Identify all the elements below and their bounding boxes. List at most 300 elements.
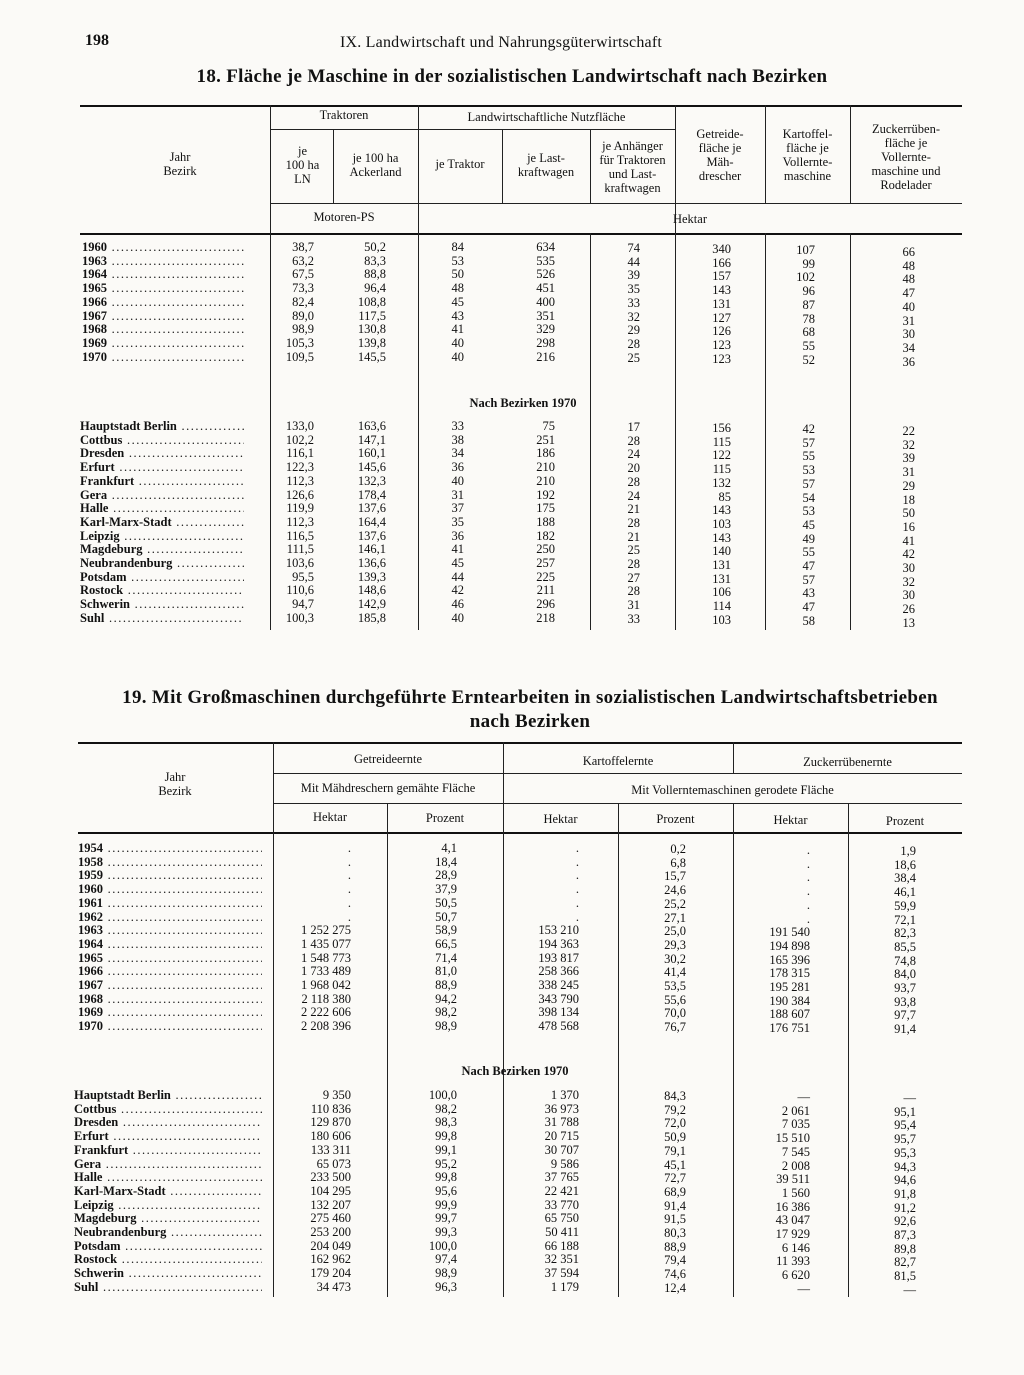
table18-cell: 38 xyxy=(451,432,464,447)
table19-cell: 59,9 xyxy=(894,898,916,913)
table18-cell: 31 xyxy=(902,313,915,328)
table19-cell: . xyxy=(806,843,810,857)
table18-cell: 99 xyxy=(802,256,815,271)
table19-row-label: Neubrandenburg ..... xyxy=(74,1226,262,1240)
table18-cell: 87 xyxy=(802,297,815,312)
table19-row-label: Cottbus ..... xyxy=(74,1103,262,1117)
table18-cell: 110,6 xyxy=(286,583,314,598)
table18-cell: 24 xyxy=(627,488,640,503)
table18-cell: 107 xyxy=(796,243,815,257)
table18-cell: 63,2 xyxy=(292,253,314,268)
table18-row-label: Leipzig ..... xyxy=(80,530,244,544)
table19-cell: 29,3 xyxy=(664,937,686,952)
table18-cell: 146,1 xyxy=(357,542,386,557)
table19-cell: . xyxy=(806,911,810,926)
table18-cell: 130,8 xyxy=(357,322,386,337)
running-title: IX. Landwirtschaft und Nahrungsgüterwirtschaft xyxy=(340,34,662,51)
table19-cell: 194 898 xyxy=(769,938,810,953)
table19-cell: 58,9 xyxy=(435,923,457,938)
table18-cell: 102 xyxy=(796,270,815,285)
table18-cell: 50,2 xyxy=(364,240,386,254)
table19-cell: 36 973 xyxy=(544,1101,579,1116)
table19-cell: 6,8 xyxy=(670,855,686,870)
table18-cell: 143 xyxy=(712,503,731,518)
table18-cell: 145,6 xyxy=(357,460,386,475)
table19-cell: 72,7 xyxy=(664,1171,686,1186)
table19-row-label: 1959 ..... xyxy=(78,869,262,883)
table19-cell: 84,3 xyxy=(664,1089,686,1103)
table19-cell: 30,2 xyxy=(664,951,686,966)
table18-row-label: Schwerin ..... xyxy=(80,598,244,612)
table18-cell: 44 xyxy=(627,254,640,269)
table19-cell: 9 350 xyxy=(322,1088,351,1102)
table18-cell: 114 xyxy=(712,599,731,614)
table19-cell: 99,3 xyxy=(435,1225,457,1239)
table19-cell: 97,4 xyxy=(435,1252,457,1267)
table18-cell: 526 xyxy=(536,267,555,282)
table19-group-rule xyxy=(273,773,962,774)
table19-cell: 27,1 xyxy=(664,910,686,925)
table19-row-label: 1962 ..... xyxy=(78,911,262,925)
table18-row-label: 1970 ..... xyxy=(82,351,244,365)
table19-unit-hektar: Hektar xyxy=(543,812,578,826)
table19-top-rule xyxy=(78,742,962,744)
table19-cell: 96,3 xyxy=(435,1279,457,1294)
table18-cell: 85 xyxy=(718,489,731,504)
table18-row-label: Karl-Marx-Stadt ..... xyxy=(80,516,244,530)
table19-cell: . xyxy=(575,854,579,869)
table18-cell: 251 xyxy=(536,432,555,447)
table18-cell: 33 xyxy=(627,611,640,626)
table18-cell: 47 xyxy=(902,286,915,301)
table18-header-c8: Zuckerrüben- fläche je Vollernte- maschine und Rodelader xyxy=(871,122,941,192)
table19-cell: . xyxy=(347,909,351,924)
table18-cell: 132 xyxy=(712,475,731,490)
table19-cell: 104 295 xyxy=(310,1183,351,1198)
table18-cell: 123 xyxy=(712,351,731,366)
table19-unit-prozent: Prozent xyxy=(425,811,465,825)
table19-cell: 66 188 xyxy=(544,1238,579,1253)
table19-cell: 98,3 xyxy=(435,1115,457,1130)
table19-cell: . xyxy=(347,841,351,855)
table19-cell: 91,4 xyxy=(894,1022,916,1037)
table18-cell: 94,7 xyxy=(292,597,314,612)
table18-row-label: Neubrandenburg ..... xyxy=(80,557,244,571)
table19-cell: 79,1 xyxy=(664,1143,686,1158)
table18-cell: 145,5 xyxy=(357,349,386,364)
table19-unit-hektar: Hektar xyxy=(312,810,347,824)
table19-cell: 6 620 xyxy=(781,1268,810,1283)
table18-cell: 143 xyxy=(712,283,731,298)
table18-cell: 21 xyxy=(627,529,640,544)
table19-cell: 28,9 xyxy=(435,868,457,883)
table19-cell: 98,2 xyxy=(435,1101,457,1116)
table18-cell: 95,5 xyxy=(292,569,314,584)
table18-cell: 218 xyxy=(536,610,555,625)
table19-cell: 79,4 xyxy=(664,1253,686,1268)
table18-cell: 96 xyxy=(802,284,815,299)
table19-cell: 2 208 396 xyxy=(301,1019,351,1034)
table19-cell: . xyxy=(806,897,810,912)
table19-cell: 94,6 xyxy=(894,1173,916,1188)
table18-cell: 47 xyxy=(802,559,815,573)
table19-row-label: Frankfurt ..... xyxy=(74,1144,262,1158)
table18-cell: 132,3 xyxy=(357,473,386,488)
table18-cell: 133,0 xyxy=(285,419,314,433)
table19-title xyxy=(70,686,990,734)
table18-header-c7: Kartoffel- fläche je Vollernte- maschine xyxy=(782,127,833,183)
table19-cell: . xyxy=(575,882,579,897)
table18-cell: 111,5 xyxy=(286,542,314,557)
table19-cell: 100,0 xyxy=(428,1238,457,1253)
table19-cell: 95,4 xyxy=(894,1118,916,1133)
table18-cell: 55 xyxy=(802,545,815,560)
table19-cell: 93,8 xyxy=(894,994,916,1009)
table18-row-label: 1966 ..... xyxy=(82,296,244,310)
table18-cell: 112,3 xyxy=(286,514,314,529)
table19-row-label: 1967 ..... xyxy=(78,979,262,993)
table18-cell: 210 xyxy=(536,460,555,475)
table19-cell: 478 568 xyxy=(538,1019,579,1034)
table18-cell: 175 xyxy=(536,501,555,516)
table19-cell: 37 765 xyxy=(544,1170,579,1185)
table18-cell: 31 xyxy=(902,465,915,480)
table18-head-rule xyxy=(270,203,962,204)
table18-cell: 25 xyxy=(627,543,640,558)
table19-cell: 91,8 xyxy=(894,1186,916,1201)
table19-cell: 343 790 xyxy=(538,991,579,1006)
table18-cell: 48 xyxy=(902,272,915,287)
table19-cell: 110 836 xyxy=(310,1101,351,1116)
table19-row-label: Leipzig ..... xyxy=(74,1199,262,1213)
table19-cell: 55,6 xyxy=(664,992,686,1007)
table19-row-label: 1966 ..... xyxy=(78,965,262,979)
table19-cell: 97,7 xyxy=(894,1008,916,1023)
table19-cell: 99,7 xyxy=(435,1211,457,1226)
table19-row-label: Magdeburg ..... xyxy=(74,1212,262,1226)
table18-cell: 39 xyxy=(627,268,640,283)
table18-cell: 28 xyxy=(627,474,640,489)
table18-cell: 100,3 xyxy=(285,610,314,625)
table19-cell: . xyxy=(806,856,810,871)
table18-cell: 451 xyxy=(536,281,555,296)
table18-cell: 136,6 xyxy=(357,556,386,570)
table19-cell: 41,4 xyxy=(664,965,686,980)
table18-cell: 31 xyxy=(627,598,640,613)
table18-cell: 122,3 xyxy=(285,460,314,475)
table18-row-label: 1967 ..... xyxy=(82,310,244,324)
table18-cell: 30 xyxy=(902,588,915,603)
table18-cell: 106 xyxy=(712,585,731,600)
table19-row-label: 1968 ..... xyxy=(78,993,262,1007)
table19-cell: 72,1 xyxy=(894,912,916,927)
table18-row-label: Magdeburg ..... xyxy=(80,543,244,557)
table18-header-c4: je Last- kraftwagen xyxy=(517,151,575,179)
table19-cell: 46,1 xyxy=(894,885,916,900)
table18-cell: 29 xyxy=(627,323,640,338)
table18-cell: 137,6 xyxy=(357,528,386,543)
table19-cell: 99,1 xyxy=(435,1142,457,1157)
table18-header-c2: je 100 ha Ackerland xyxy=(349,151,402,179)
table18-top-rule xyxy=(80,105,962,107)
table19-cell: 82,7 xyxy=(894,1255,916,1270)
table18-cell: 33 xyxy=(627,295,640,310)
table18-cell: 185,8 xyxy=(357,610,386,625)
table19-cell: 2 008 xyxy=(781,1158,810,1173)
table18-unit-hektar: Hektar xyxy=(672,212,707,226)
table18-cell: 123 xyxy=(712,337,731,352)
table18-cell: 400 xyxy=(536,294,555,309)
table19-cell: 4,1 xyxy=(441,841,457,855)
table18-cell: 166 xyxy=(712,255,731,270)
table18-cell: 126,6 xyxy=(285,487,314,502)
table18-head-bottom-rule xyxy=(80,233,962,235)
table19-cell: 95,3 xyxy=(894,1145,916,1160)
table19-cell: 95,7 xyxy=(894,1132,916,1147)
table18-cell: 116,5 xyxy=(286,528,314,543)
table19-cell: . xyxy=(575,909,579,924)
table19-row-label: Potsdam ..... xyxy=(74,1240,262,1254)
table18-cell: 160,1 xyxy=(357,446,386,461)
table18-cell: 53 xyxy=(451,253,464,268)
table18-row-label: Frankfurt ..... xyxy=(80,475,244,489)
table19-cell: 65 750 xyxy=(544,1211,579,1226)
table18-cell: 57 xyxy=(802,476,815,491)
table19-cell: 18,6 xyxy=(894,857,916,872)
table19-cell: 258 366 xyxy=(538,964,579,979)
table18-cell: 27 xyxy=(627,570,640,585)
table19-row-label: Schwerin ..... xyxy=(74,1267,262,1281)
table19-cell: 68,9 xyxy=(664,1184,686,1199)
table19-cell: 88,9 xyxy=(435,978,457,992)
table19-cell: . xyxy=(806,884,810,899)
table19-cell: 89,8 xyxy=(894,1241,916,1256)
table19-cell: 81,5 xyxy=(894,1269,916,1284)
table19-unit-prozent: Prozent xyxy=(885,814,925,828)
table19-cell: 91,5 xyxy=(664,1212,686,1227)
table18-cell: 148,6 xyxy=(357,583,386,598)
table18-header-nutzflaeche: Landwirtschaftliche Nutzfläche xyxy=(467,110,626,124)
table19-cell: 74,8 xyxy=(894,953,916,968)
table19-row-label: 1958 ..... xyxy=(78,856,262,870)
table18-cell: 35 xyxy=(627,282,640,297)
table19-row-label: Hauptstadt Berlin ..... xyxy=(74,1089,262,1103)
table18-cell: 53 xyxy=(802,463,815,478)
table19-cell: 11 393 xyxy=(776,1254,810,1269)
table18-cell: 156 xyxy=(712,421,731,435)
table19-row-label: Erfurt ..... xyxy=(74,1130,262,1144)
table18-cell: 45 xyxy=(451,294,464,309)
table19-cell: 84,0 xyxy=(894,967,916,982)
table19-row-label: 1970 ..... xyxy=(78,1020,262,1034)
table18-cell: 55 xyxy=(802,338,815,353)
table19-cell: 204 049 xyxy=(310,1238,351,1253)
table18-header-c1: je 100 ha LN xyxy=(285,144,320,186)
table18-cell: 109,5 xyxy=(285,349,314,364)
table18-cell: 340 xyxy=(712,242,731,256)
table18-cell: 68 xyxy=(802,325,815,340)
table19-sub-vollernte: Mit Vollerntemaschinen gerodete Fläche xyxy=(631,783,834,797)
table18-cell: 103,6 xyxy=(285,556,314,570)
table19-cell: 25,2 xyxy=(664,896,686,911)
table18-cell: 84 xyxy=(451,240,464,254)
table19-cell: 179 204 xyxy=(310,1266,351,1281)
table19-cell: 165 396 xyxy=(769,952,810,967)
table19-cell: . xyxy=(575,868,579,883)
table18-cell: 28 xyxy=(627,557,640,571)
table19-stub-header: Jahr Bezirk xyxy=(158,770,192,798)
table19-cell: 70,0 xyxy=(664,1006,686,1021)
table19-cell: 193 817 xyxy=(538,950,579,965)
table18-cell: 26 xyxy=(902,602,915,617)
table18-cell: 131 xyxy=(712,296,731,311)
table19-cell: 53,5 xyxy=(664,979,686,993)
table18-cell: 98,9 xyxy=(292,322,314,337)
table18-cell: 142,9 xyxy=(357,597,386,612)
table19-cell: 100,0 xyxy=(428,1088,457,1102)
table19-cell: 50,5 xyxy=(435,895,457,910)
table18-cell: 126 xyxy=(712,324,731,339)
table19-cell: 50,7 xyxy=(435,909,457,924)
table18-cell: 298 xyxy=(536,335,555,350)
table19-cell: 25,0 xyxy=(664,924,686,939)
table19-head-bottom-rule xyxy=(78,832,962,834)
table19-cell: 24,6 xyxy=(664,883,686,898)
table19-cell: 233 500 xyxy=(310,1170,351,1185)
table19-row-label: 1969 ..... xyxy=(78,1006,262,1020)
table18-cell: 46 xyxy=(451,597,464,612)
table18-cell: 43 xyxy=(451,308,464,323)
table18-cell: 102,2 xyxy=(285,432,314,447)
table18-cell: 147,1 xyxy=(357,432,386,447)
table19-cell: 72,0 xyxy=(664,1116,686,1131)
table19-cell: 1 179 xyxy=(550,1279,579,1294)
table18-cell: 28 xyxy=(627,433,640,448)
table18-unit-motoren-ps: Motoren-PS xyxy=(313,210,375,224)
table18-cell: 35 xyxy=(451,514,464,529)
table18-header-c3: je Traktor xyxy=(435,157,485,171)
table18-cell: 116,1 xyxy=(286,446,314,461)
table18-cell: 88,8 xyxy=(364,267,386,282)
table19-cell: 99,8 xyxy=(435,1170,457,1185)
table18-row-label: Gera ..... xyxy=(80,489,244,503)
table18-cell: 36 xyxy=(451,528,464,543)
table18-cell: 50 xyxy=(451,267,464,282)
table19-cell: 82,3 xyxy=(894,926,916,941)
table19-cell: . xyxy=(347,868,351,883)
table18-row-label: Halle ..... xyxy=(80,502,244,516)
table19-cell: 190 384 xyxy=(769,993,810,1008)
table18-cell: 143 xyxy=(712,530,731,545)
table19-row-label: 1961 ..... xyxy=(78,897,262,911)
table19-cell: 50 411 xyxy=(545,1225,579,1239)
table18-cell: 122 xyxy=(712,448,731,463)
table19-cell: 12,4 xyxy=(664,1280,686,1295)
table19-cell: . xyxy=(347,854,351,869)
table18-cell: 48 xyxy=(902,258,915,273)
table19-cell: 0,2 xyxy=(670,842,686,856)
table18-cell: 66 xyxy=(902,245,915,259)
table18-cell: 188 xyxy=(536,514,555,529)
table19-cell: 7 545 xyxy=(781,1144,810,1159)
table19-cell: 2 222 606 xyxy=(301,1005,351,1020)
table18-cell: 182 xyxy=(536,528,555,543)
table18-cell: 30 xyxy=(902,327,915,342)
table19-cell: 66,5 xyxy=(435,936,457,951)
table18-row-label: 1960 ..... xyxy=(82,241,244,255)
table19-cell: 33 770 xyxy=(544,1197,579,1212)
table18-cell: 117,5 xyxy=(358,308,386,323)
table19-unit-hektar: Hektar xyxy=(773,813,808,827)
table18-cell: 57 xyxy=(802,572,815,587)
table19-cell: 178 315 xyxy=(769,966,810,981)
table18-cell: 41 xyxy=(451,322,464,337)
table19-cell: . xyxy=(575,841,579,855)
table18-cell: 112,3 xyxy=(286,473,314,488)
table18-row-label: Rostock ..... xyxy=(80,584,244,598)
table19-cell: 85,5 xyxy=(894,939,916,954)
table19-cell: 195 281 xyxy=(769,980,810,994)
table19-title-line2: nach Bezirken xyxy=(469,711,591,732)
table19-cell: 31 788 xyxy=(544,1115,579,1130)
table19-cell: — xyxy=(903,1091,916,1105)
table19-cell: 1 560 xyxy=(781,1185,810,1200)
table18-cell: 28 xyxy=(627,336,640,351)
table18-cell: 50 xyxy=(902,506,915,521)
table19-cell: 1 968 042 xyxy=(301,978,351,992)
table18-cell: 21 xyxy=(627,502,640,517)
table18-cell: 40 xyxy=(902,299,915,314)
table19-row-label: Halle ..... xyxy=(74,1171,262,1185)
table19-cell: 43 047 xyxy=(775,1213,810,1228)
table18-cell: 192 xyxy=(536,487,555,502)
table18-cell: 44 xyxy=(451,569,464,584)
table18-cell: 41 xyxy=(451,542,464,557)
table18-cell: 30 xyxy=(902,561,915,575)
table18-cell: 225 xyxy=(536,569,555,584)
table19-cell: 98,9 xyxy=(435,1266,457,1281)
table18-cell: 20 xyxy=(627,461,640,476)
table19-row-label: 1960 ..... xyxy=(78,883,262,897)
table18-title: 18. Fläche je Maschine in der sozialistischen Landwirtschaft nach Bezirken xyxy=(196,66,828,87)
table18-cell: 41 xyxy=(902,533,915,548)
table19-cell: — xyxy=(797,1281,810,1296)
table18-cell: 34 xyxy=(902,340,915,355)
table18-cell: 78 xyxy=(802,311,815,326)
table19-cell: 80,3 xyxy=(664,1226,686,1240)
table19-cell: — xyxy=(797,1090,810,1104)
table19-cell: 153 210 xyxy=(538,923,579,938)
table18-row-label: 1964 ..... xyxy=(82,268,244,282)
table19-cell: 92,6 xyxy=(894,1214,916,1229)
table19-cell: 176 751 xyxy=(769,1021,810,1036)
table19-cell: 30 707 xyxy=(544,1142,579,1157)
table18-cell: 43 xyxy=(802,586,815,601)
table19-cell: 76,7 xyxy=(664,1020,686,1035)
table18-cell: 42 xyxy=(802,422,815,436)
table19-cell: . xyxy=(347,895,351,910)
table18-row-label: 1965 ..... xyxy=(82,282,244,296)
table19-cell: 398 134 xyxy=(538,1005,579,1020)
table18-cell: 13 xyxy=(902,615,915,630)
table19-cell: 15 510 xyxy=(775,1131,810,1146)
table18-cell: 32 xyxy=(902,574,915,589)
table18-cell: 105,3 xyxy=(285,335,314,350)
table19-cell: 79,2 xyxy=(664,1102,686,1117)
table18-cell: 127 xyxy=(712,310,731,325)
table19-cell: 32 351 xyxy=(544,1252,579,1267)
table19-cell: 1 370 xyxy=(550,1088,579,1102)
